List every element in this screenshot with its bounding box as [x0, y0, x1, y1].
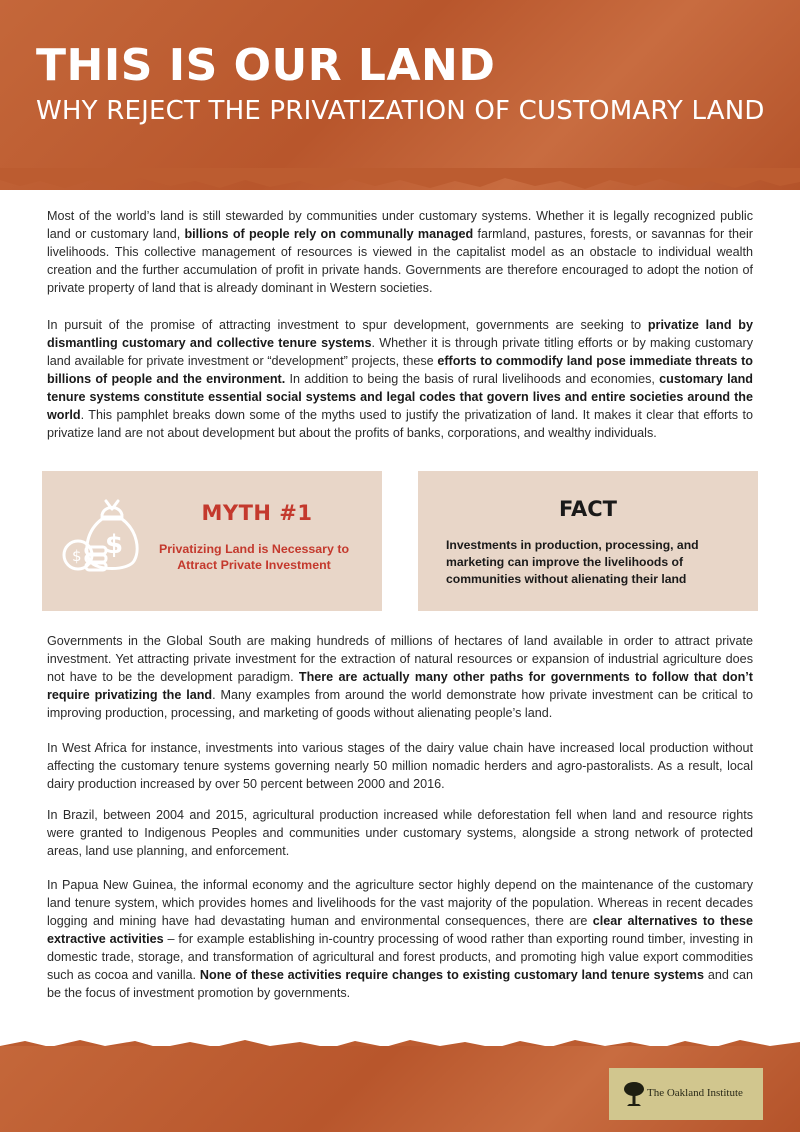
oak-tree-icon	[623, 1080, 645, 1108]
body-paragraph-4: In Papua New Guinea, the informal economy and the agriculture sector highly depend on the maintenance of the customary land tenure system, which provides homes and livelihoods for the vast majority of the population. Whereas in recent decades logging and mining have had devastating human and environmental consequences, there are clear alternatives to these extractive activities – for example establishing in-country processing of wood rather than exporting round timber, investing in domestic trade, storage, and transformation of agricultural and forest products, and promoting high value export commodities such as cocoa and vanilla. None of these activities require changes to existing customary land tenure systems and can be the focus of investment promotion by governments.	[47, 878, 754, 1000]
myth-statement: Privatizing Land is Necessary to Attract Private Investment	[158, 542, 350, 572]
body-paragraph-1: Governments in the Global South are making hundreds of millions of hectares of land available in order to attract private investment. Yet attracting private investment for the extraction of natural resources or expansion of industrial agriculture does not have to be the development paradigm. There are actually many other paths for governments to follow that don’t require privatizing the land. Many examples from around the world demonstrate how private investment can be critical to improving production, processing, and marketing of goods without alienating people’s land.	[47, 634, 753, 720]
page-subtitle: WHY REJECT THE PRIVATIZATION OF CUSTOMARY LAND	[36, 96, 765, 126]
money-bag-icon	[56, 495, 156, 585]
myth-title: MYTH #1	[201, 501, 313, 525]
body-paragraph-2: In West Africa for instance, investments into various stages of the dairy value chain have increased local production without affecting the customary tenure systems governing nearly 50 million nomadic herders and agro-pastoralists. As a result, local dairy production increased by over 50 percent between 2000 and 2016.	[47, 741, 753, 791]
myth-box	[42, 471, 382, 611]
fact-box	[418, 471, 758, 611]
header-banner	[0, 0, 800, 190]
intro-paragraph-1: Most of the world’s land is still stewarded by communities under customary systems. Whether it is legally recognized public land or customary land, billions of people rely on communally managed farmland, pastures, forests, or savannas for their livelihoods. This collective management of resources is viewed in the capitalist model as an obstacle to individual wealth creation and the further accumulation of profit in private hands. Governments are therefore encouraged to adopt the notion of private property of land that is already dominant in Western societies.	[47, 209, 753, 295]
oakland-institute-logo[interactable]	[609, 1068, 763, 1120]
body-paragraph-3: In Brazil, between 2004 and 2015, agricultural production increased while deforestation fell when land and resource rights were granted to Indigenous Peoples and communities under customary systems, alongside a strong network of protected areas, land use planning, and enforcement.	[47, 808, 753, 858]
svg-text:$: $	[72, 547, 82, 565]
logo-label: The Oakland Institute	[647, 1087, 743, 1099]
intro-paragraph-2: In pursuit of the promise of attracting investment to spur development, governments are seeking to privatize land by dismantling customary and collective tenure systems. Whether it is through private titling efforts or by making customary land available for private investment or “development” projects, these efforts to commodify land pose immediate threats to billions of people and the environment. In addition to being the basis of rural livelihoods and economies, customary land tenure systems constitute essential social systems and legal codes that govern lives and entire societies around the world. This pamphlet breaks down some of the myths used to justify the privatization of land. It makes it clear that efforts to privatize land are not about development but about the profits of banks, corporations, and wealthy individuals.	[47, 318, 753, 440]
fact-statement: Investments in production, processing, and marketing can improve the livelihoods of communities without alienating their land	[446, 538, 699, 586]
fact-title: FACT	[559, 497, 617, 521]
page-title: THIS IS OUR LAND	[36, 40, 496, 91]
header-torn-edge	[0, 168, 800, 194]
svg-text:$: $	[105, 530, 124, 560]
